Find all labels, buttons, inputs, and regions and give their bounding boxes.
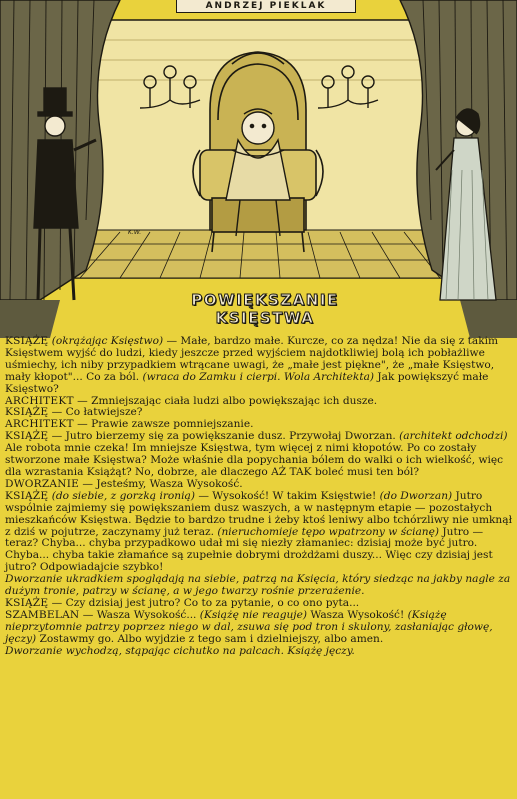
dialogue-text: Ale robota mnie czeka! Im mniejsze Księstwa, tym więcej z nimi kłopotów. Po co zostały stworzone małe Księstwa? Może właśnie dla popychania bólem do walki o ich wielkość, więc dla wzrastania Książąt? No, dobrze, ale dlaczego AŻ TAK boleć musi ten ból? xyxy=(5,442,504,478)
dialogue-line xyxy=(5,431,513,479)
speaker: ARCHITEKT xyxy=(5,394,74,407)
speaker: KSIĄŻĘ xyxy=(5,596,49,609)
stage-direction: (okrążając Księstwo) xyxy=(51,335,164,347)
stage-drawing xyxy=(0,0,517,338)
stage-direction: (do Dworzan) xyxy=(376,489,453,502)
play-text xyxy=(5,336,513,657)
article-title xyxy=(150,291,380,327)
dialogue-text: — Czy dzisiaj jest jutro? Co to za pytanie, o co ono pyta... xyxy=(48,596,360,609)
stage-note: Dworzanie ukradkiem spoglądają na siebie, patrzą na Księcia, który siedząc na jakby nagle za dużym tronie, patrzy w ścianę, a w jego twarzy rośnie przerażenie. xyxy=(5,573,511,598)
dialogue-line xyxy=(5,336,513,396)
title-line-2: KSIĘSTWA xyxy=(215,309,315,327)
dialogue-text: — Wysokość! W takim Księstwie! xyxy=(194,489,377,502)
dialogue-line xyxy=(5,610,513,646)
dialogue-line xyxy=(5,491,513,574)
speaker: SZAMBELAN xyxy=(5,608,80,621)
dialogue-text: Jutro wspólnie zajmiemy się powiększaniem dusz waszych, a w następnym etapie — pozostałych mieszkańców Księstwa. Będzie to bardzo trudne i żeby ktoś leniwy albo tchórzliwy nie umknął z dziś w pojutrze, zaczynamy już teraz. xyxy=(5,489,513,538)
author-banner: ANDRZEJ PIEKLAK xyxy=(176,0,356,13)
speaker: ARCHITEKT xyxy=(5,418,74,431)
dialogue-text: — Prawie zawsze pomniejszanie. xyxy=(73,418,254,431)
stage-direction: (Książę nie reaguje) xyxy=(196,608,307,621)
dialogue-text: Jak powiększyć małe Księstwo? xyxy=(5,370,489,395)
dialogue-text: — Małe, bardzo małe. Kurcze, co za nędza! Nie da się z takim Księstwem wyjść do ludzi, kiedy jeszcze przed wyjściem najdotkliwiej bolą ich pobłażliwe uśmiechy, ich niby przypadkiem wtrącane uwagi, że „małe jest piękne", że „małe Księstwo, mały kłopot"... Co za ból. xyxy=(5,335,499,383)
dialogue-text: — Zmniejszając ciała ludzi albo powiększając ich dusze. xyxy=(73,394,378,407)
stage-direction: (do siebie, z gorzką ironią) xyxy=(51,489,195,502)
title-line-1: POWIĘKSZANIE xyxy=(191,291,339,309)
stage-direction: (wraca do Zamku i cierpi. Wola Architekta) xyxy=(139,370,375,383)
speaker: KSIĄŻĘ xyxy=(5,406,49,419)
dialogue-text: — Jutro bierzemy się za powiększanie dusz. Przywołaj Dworzan. xyxy=(48,430,396,443)
cartoon-illustration xyxy=(0,0,517,338)
dialogue-text: — Jesteśmy, Wasza Wysokość. xyxy=(79,477,243,490)
stage-direction: (Książę nieprzytomnie patrzy poprzez niego w dal, zsuwa się pod tron i skulony, zasłaniając głowę, jęczy) xyxy=(5,608,493,645)
speaker: DWORZANIE xyxy=(5,477,80,490)
dialogue-text: Zostawmy go. Albo wyjdzie z tego sam i dzielniejszy, albo amen. xyxy=(36,632,384,645)
speaker: KSIĄŻĘ xyxy=(5,489,49,502)
stage-note: Dworzanie wychodzą, stąpając cichutko na palcach. Książę jęczy. xyxy=(5,644,355,657)
speaker: KSIĄŻĘ xyxy=(5,430,49,443)
stage-direction: (nieruchomieje tępo wpatrzony w ścianę) xyxy=(213,525,440,538)
speaker: KSIĄŻĘ xyxy=(5,335,49,347)
artist-signature: K.W. xyxy=(128,229,142,236)
stage-direction: (architekt odchodzi) xyxy=(395,430,508,443)
dialogue-text: — Co łatwiejsze? xyxy=(48,406,143,419)
dialogue-text: Jutro — teraz? Chyba... chyba przypadkowo udał mi się niezły złamaniec: dzisiaj może być jutro. Chyba... chyba takie złamańce są zupełnie dobrymi drożdżami duszy... Więc czy dzisiaj jest jutro? Odpowiadajcie szybko! xyxy=(5,525,493,574)
dialogue-text: Wasza Wysokość! xyxy=(307,608,405,621)
dialogue-text: — Wasza Wysokość... xyxy=(79,608,197,621)
